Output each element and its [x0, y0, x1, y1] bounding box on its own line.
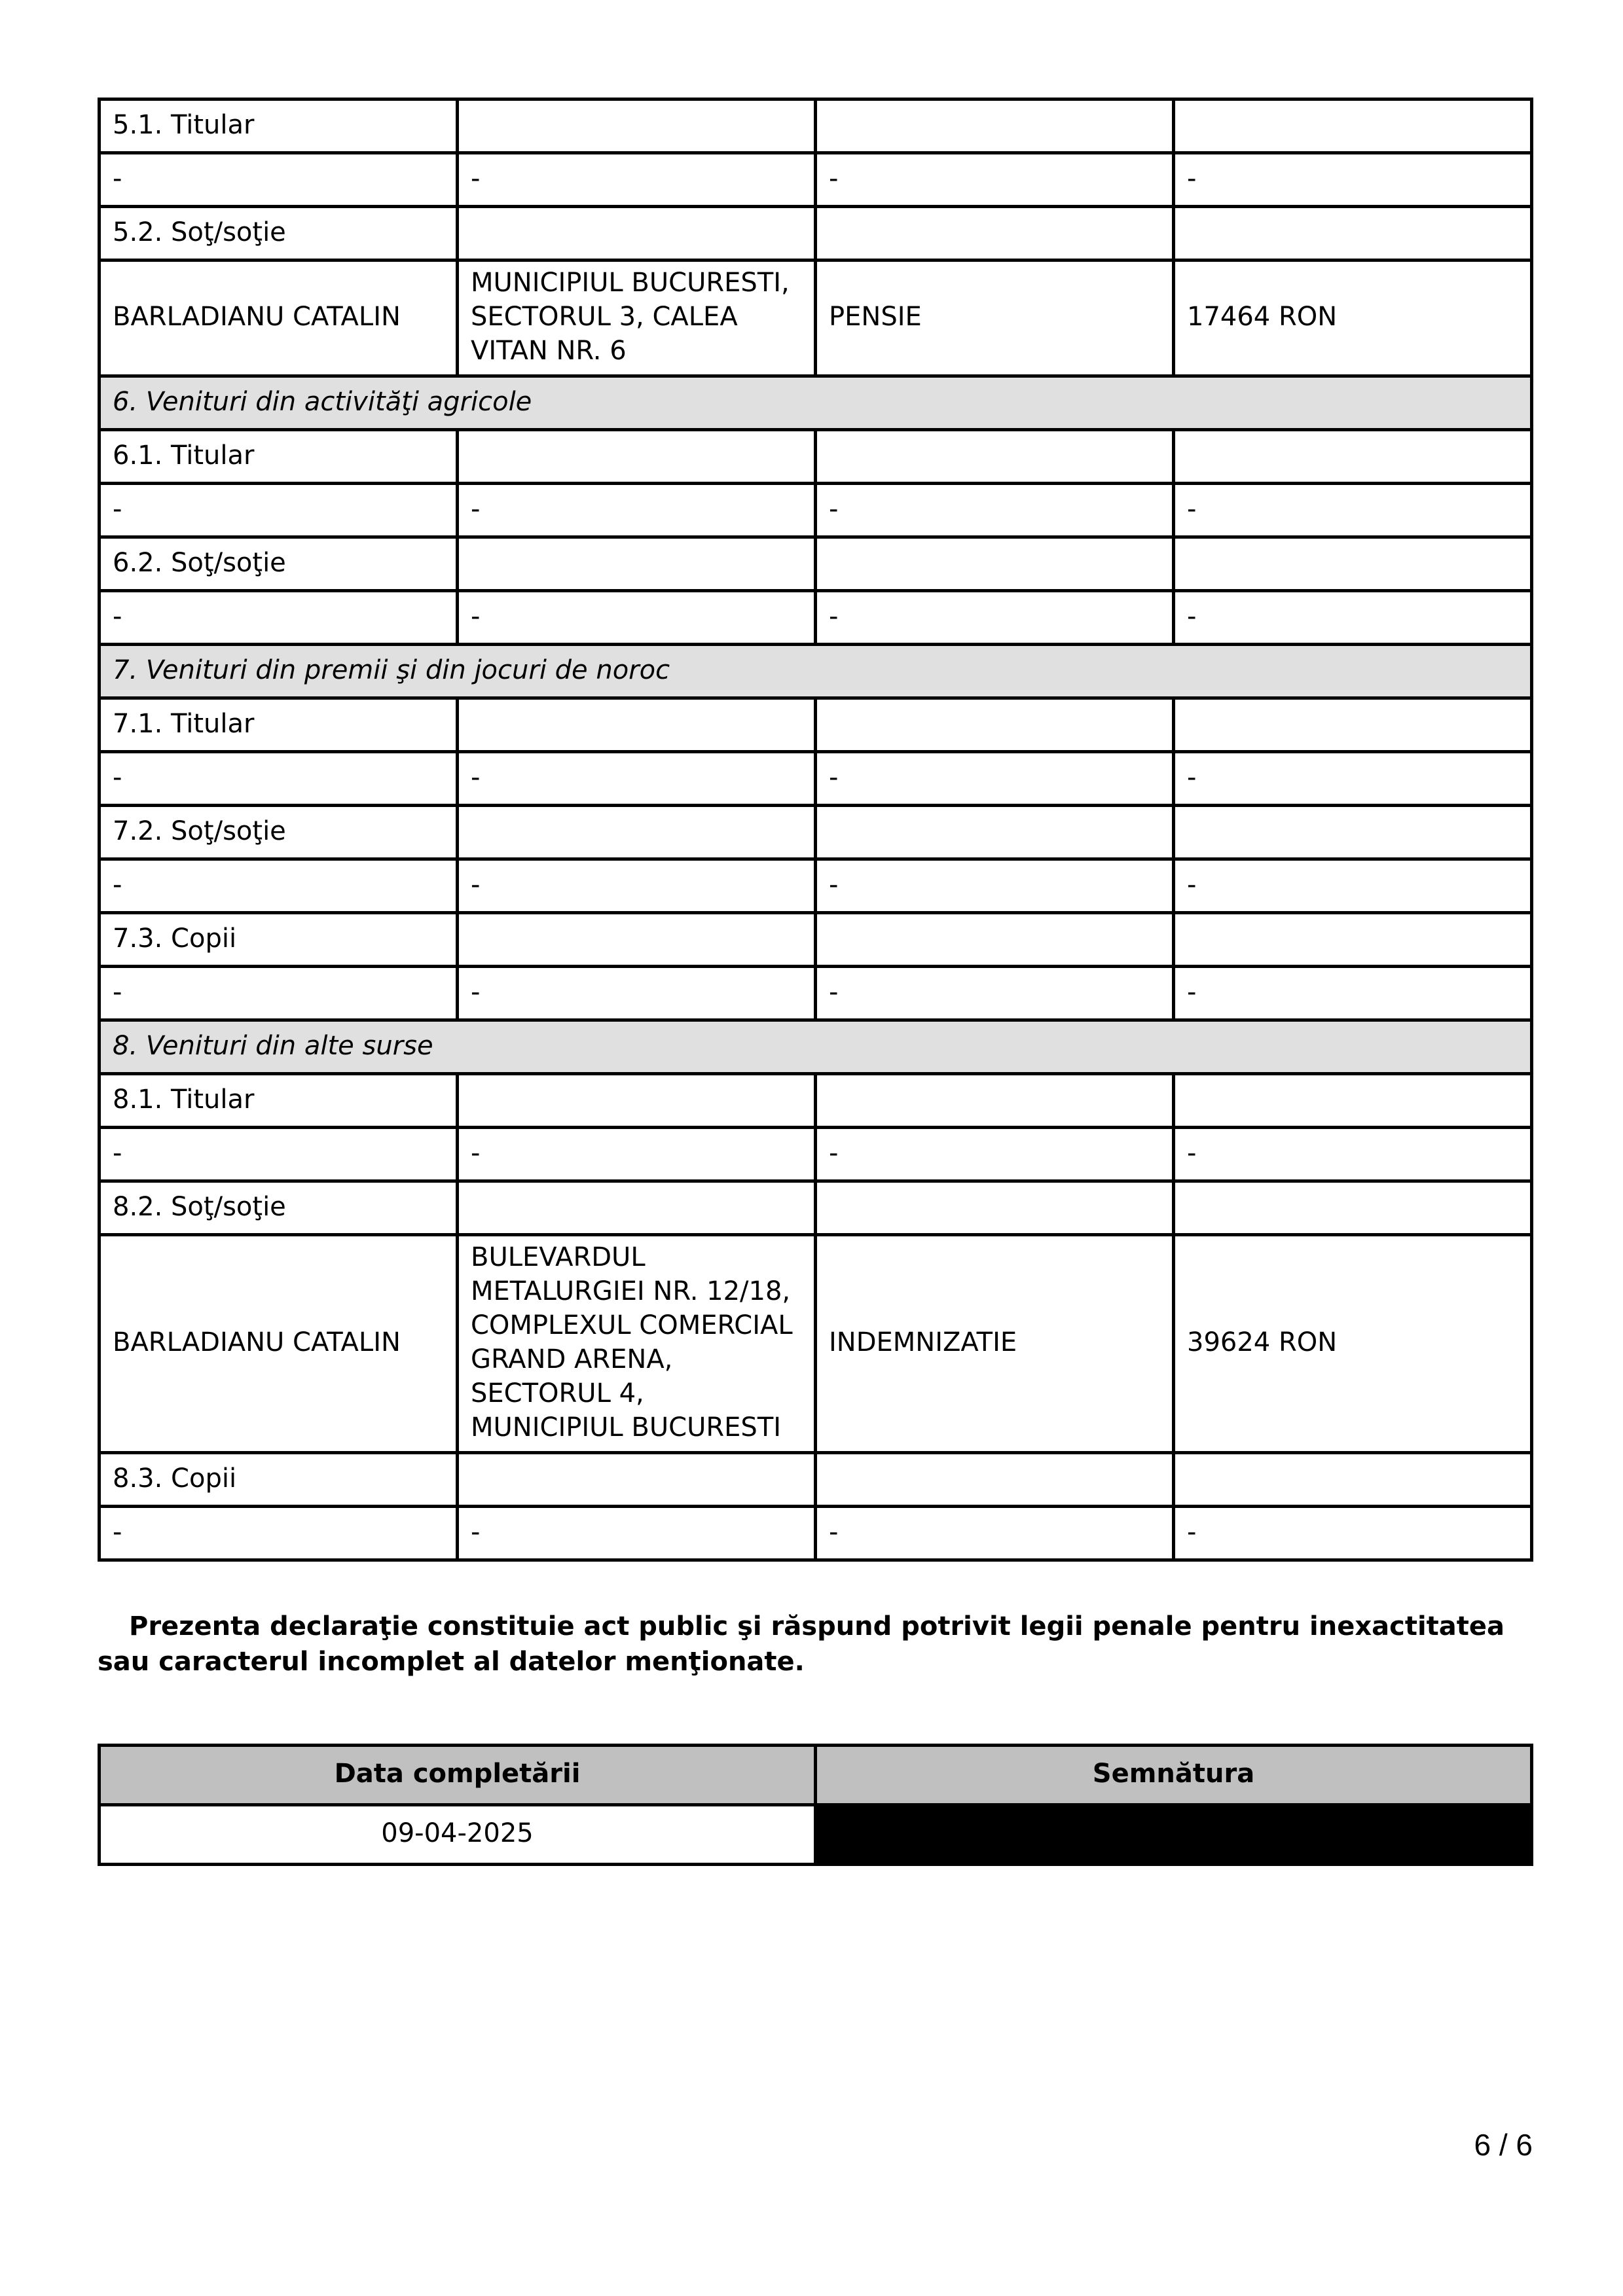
table-cell	[1174, 1074, 1532, 1128]
table-cell: 5.1. Titular	[100, 99, 458, 153]
table-cell: BARLADIANU CATALIN	[100, 260, 458, 376]
table-row	[100, 1128, 1532, 1181]
table-row	[100, 1453, 1532, 1507]
table-cell: -	[816, 859, 1174, 913]
table-cell	[1174, 207, 1532, 260]
table-cell: -	[100, 1507, 458, 1560]
table-cell: -	[458, 1128, 816, 1181]
table-cell: -	[458, 153, 816, 207]
income-table-body	[100, 99, 1532, 1560]
table-cell: -	[100, 752, 458, 806]
table-cell: -	[458, 859, 816, 913]
table-row	[100, 913, 1532, 967]
table-cell: -	[1174, 967, 1532, 1020]
declaration-statement: Prezenta declaraţie constituie act public şi răspund potrivit legii penale pentru inexactitatea sau caracterul incomplet al datelor menţionate.	[98, 1611, 1505, 1677]
table-cell	[816, 1074, 1174, 1128]
table-cell: -	[816, 484, 1174, 537]
table-cell: -	[816, 591, 1174, 645]
section-title: 7. Venituri din premii şi din jocuri de noroc	[100, 645, 1532, 698]
table-cell: BULEVARDUL METALURGIEI NR. 12/18, COMPLEXUL COMERCIAL GRAND ARENA, SECTORUL 4, MUNICIPIUL BUCURESTI	[458, 1235, 816, 1453]
table-cell: 7.1. Titular	[100, 698, 458, 752]
table-row	[100, 1074, 1532, 1128]
table-cell: -	[458, 591, 816, 645]
table-cell: -	[1174, 752, 1532, 806]
table-cell: 7.3. Copii	[100, 913, 458, 967]
table-cell: INDEMNIZATIE	[816, 1235, 1174, 1453]
table-cell	[1174, 1453, 1532, 1507]
table-cell: 8.3. Copii	[100, 1453, 458, 1507]
table-cell: -	[1174, 153, 1532, 207]
table-cell: 8.2. Soţ/soţie	[100, 1181, 458, 1235]
table-cell	[816, 537, 1174, 591]
table-cell	[458, 913, 816, 967]
table-cell	[458, 698, 816, 752]
table-cell	[458, 430, 816, 484]
table-cell: -	[100, 967, 458, 1020]
table-cell	[1174, 806, 1532, 859]
table-cell	[458, 99, 816, 153]
table-cell: PENSIE	[816, 260, 1174, 376]
document-page	[98, 98, 1533, 1866]
table-row	[100, 591, 1532, 645]
signature-header: Semnătura	[816, 1746, 1532, 1805]
table-row	[100, 1181, 1532, 1235]
section-header-row	[100, 1020, 1532, 1074]
table-row	[100, 1235, 1532, 1453]
table-cell	[816, 698, 1174, 752]
page-number: 6 / 6	[1474, 2128, 1533, 2162]
table-cell: -	[100, 1128, 458, 1181]
table-row	[100, 859, 1532, 913]
income-table	[98, 98, 1533, 1562]
table-cell	[458, 806, 816, 859]
table-cell: 5.2. Soţ/soţie	[100, 207, 458, 260]
table-row	[100, 430, 1532, 484]
table-cell	[458, 1181, 816, 1235]
table-cell	[816, 1453, 1174, 1507]
table-cell	[458, 537, 816, 591]
table-cell: -	[1174, 591, 1532, 645]
table-cell: 17464 RON	[1174, 260, 1532, 376]
table-row	[100, 99, 1532, 153]
table-cell: -	[816, 967, 1174, 1020]
table-cell: -	[458, 752, 816, 806]
table-cell	[816, 430, 1174, 484]
table-cell: -	[1174, 484, 1532, 537]
section-header-row	[100, 645, 1532, 698]
table-cell	[816, 806, 1174, 859]
table-cell: -	[1174, 1507, 1532, 1560]
signature-area	[816, 1805, 1532, 1865]
table-cell: BARLADIANU CATALIN	[100, 1235, 458, 1453]
table-cell: -	[100, 484, 458, 537]
table-cell: -	[458, 967, 816, 1020]
date-header: Data completării	[100, 1746, 816, 1805]
table-cell: 7.2. Soţ/soţie	[100, 806, 458, 859]
table-cell	[458, 207, 816, 260]
table-cell	[1174, 913, 1532, 967]
table-cell: -	[100, 591, 458, 645]
table-row	[100, 698, 1532, 752]
table-row	[100, 260, 1532, 376]
table-cell: 6.1. Titular	[100, 430, 458, 484]
signature-table	[98, 1744, 1533, 1866]
table-cell: -	[1174, 1128, 1532, 1181]
table-cell	[816, 207, 1174, 260]
signature-table-value-row	[100, 1805, 1532, 1865]
table-cell	[1174, 1181, 1532, 1235]
table-row	[100, 1507, 1532, 1560]
table-cell: -	[100, 859, 458, 913]
table-cell: 39624 RON	[1174, 1235, 1532, 1453]
table-cell	[458, 1453, 816, 1507]
signature-table-header-row	[100, 1746, 1532, 1805]
table-row	[100, 537, 1532, 591]
table-cell: -	[458, 1507, 816, 1560]
completion-date: 09-04-2025	[100, 1805, 816, 1865]
section-header-row	[100, 376, 1532, 430]
table-cell	[816, 913, 1174, 967]
table-cell: -	[816, 1507, 1174, 1560]
table-row	[100, 967, 1532, 1020]
table-cell: MUNICIPIUL BUCURESTI, SECTORUL 3, CALEA VITAN NR. 6	[458, 260, 816, 376]
table-cell: -	[1174, 859, 1532, 913]
table-cell: 8.1. Titular	[100, 1074, 458, 1128]
table-cell: 6.2. Soţ/soţie	[100, 537, 458, 591]
table-cell: -	[816, 153, 1174, 207]
table-cell: -	[458, 484, 816, 537]
table-row	[100, 752, 1532, 806]
table-cell	[1174, 99, 1532, 153]
table-cell	[816, 1181, 1174, 1235]
table-cell: -	[816, 752, 1174, 806]
section-title: 6. Venituri din activităţi agricole	[100, 376, 1532, 430]
section-title: 8. Venituri din alte surse	[100, 1020, 1532, 1074]
table-row	[100, 153, 1532, 207]
table-cell: -	[100, 153, 458, 207]
table-cell	[1174, 698, 1532, 752]
table-row	[100, 806, 1532, 859]
table-cell	[1174, 537, 1532, 591]
table-row	[100, 207, 1532, 260]
table-cell	[816, 99, 1174, 153]
table-row	[100, 484, 1532, 537]
table-cell	[1174, 430, 1532, 484]
table-cell	[458, 1074, 816, 1128]
table-cell: -	[816, 1128, 1174, 1181]
